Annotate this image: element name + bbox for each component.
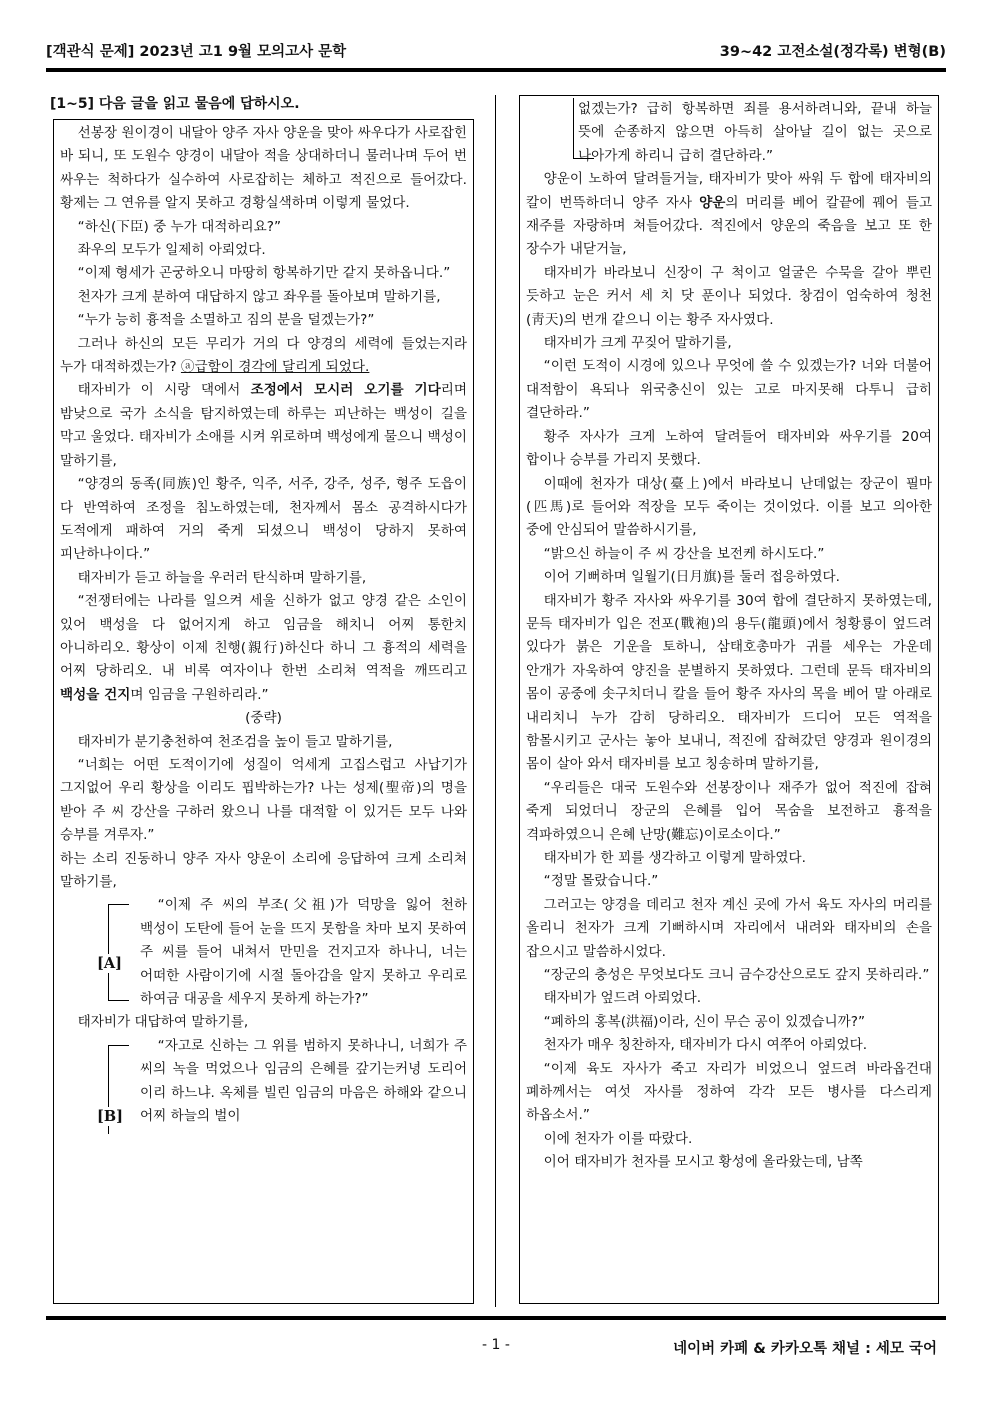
paragraph: “이제 육도 자사가 죽고 자리가 비었으니 엎드려 바라옵건대 폐하께서는 여섯 자사를 정하여 각각 모든 병사를 다스리게 하옵소서.” bbox=[526, 1060, 932, 1124]
paragraph: 황주 자사가 크게 노하여 달려들어 태자비와 싸우기를 20여 합이나 승부를 가리지 못했다. bbox=[526, 428, 932, 469]
paragraph: 하는 소리 진동하니 양주 자사 양운이 소리에 응답하여 크게 소리쳐 말하기를, bbox=[60, 850, 467, 890]
paragraph: 태자비가 한 꾀를 생각하고 이렇게 말하였다. bbox=[543, 850, 806, 866]
header-rule bbox=[46, 68, 946, 72]
text-span: 그러나 하신의 모든 무리가 거의 다 양경의 세력에 들었는지라 누가 대적하겠는가? bbox=[60, 335, 467, 376]
text-span: 의 머리를 베어 칼끝에 꿰어 들고 재주를 자랑하며 쳐들어갔다. 적진에서 양운의 죽음을 보고 또 한 장수가 내닫거늘, bbox=[526, 194, 932, 258]
paragraph: “이런 도적이 시경에 있으나 무엇에 쓸 수 있겠는가? 너와 더불어 대적함이 욕되나 위국충신이 있는 고로 마지못해 다투니 급히 결단하라.” bbox=[526, 358, 932, 422]
paragraph bbox=[60, 590, 467, 707]
page-number: - 1 - bbox=[482, 1337, 510, 1353]
header-exam-title: [객관식 문제] 2023년 고1 9월 모의고사 문학 bbox=[46, 44, 347, 60]
paragraph: “밝으신 하늘이 주 씨 강산을 보전케 하시도다.” bbox=[543, 545, 825, 562]
bracket-label-b: [B] bbox=[97, 1107, 123, 1125]
paragraph: 이어 태자비가 천자를 모시고 황성에 올라왔는데, 남쪽 bbox=[543, 1154, 863, 1171]
bracket-a-text: “이제 주 씨의 부조(父祖)가 덕망을 잃어 천하 백성이 도탄에 들어 눈을 뜨지 못함을 차마 보지 못하여 주 씨를 들어 내쳐서 만민을 건지고자 하나니, 너는 어떠한 사람이기에 시절 돌아감을 알지 못하고 우리로 하여금 대공을 세우지 못하게 하는가?” bbox=[140, 897, 467, 1008]
footer-channel: 네이버 카페 & 카카오톡 채널 : 세모 국어 bbox=[673, 1341, 937, 1357]
paragraph: 선봉장 원이경이 내달아 양주 자사 양운을 맞아 싸우다가 사로잡힌 바 되니, 또 도원수 양경이 내달아 적을 상대하더니 물러나며 두어 번 싸우는 척하다가 실수하여 사로잡히는 체하고 적진으로 들어갔다. 황제는 그 연유를 알지 못하고 경황실색하며 이렇게 물었다. bbox=[60, 125, 467, 212]
passage-right-column bbox=[519, 95, 939, 1304]
text-span: 리며 밤낮으로 국가 소식을 탐지하였는데 하루는 피난하는 백성이 길을 막고 울었다. 태자비가 소애를 시켜 위로하며 백성에게 물으니 백성이 말하기를, bbox=[60, 382, 467, 469]
paragraph: “양경의 동족(同族)인 황주, 익주, 서주, 강주, 성주, 형주 도읍이 다 반역하여 조정을 침노하였는데, 천자께서 몸소 공격하시다가 도적에게 패하여 거의 죽게 되셨으니 백성이 당하지 못하여 피난하나이다.” bbox=[60, 476, 467, 563]
omission-marker: (중략) bbox=[245, 710, 282, 727]
paragraph: “하신(下臣) 중 누가 대적하리요?” bbox=[77, 218, 282, 235]
passage-left-column bbox=[53, 119, 474, 1304]
paragraph: 태자비가 엎드려 아뢰었다. bbox=[543, 990, 702, 1007]
paragraph: 태자비가 바라보니 신장이 구 척이고 얼굴은 수묵을 갈아 뿌린 듯하고 눈은 커서 세 치 닷 푼이나 되었다. 창검이 엄숙하여 청천(靑天)의 번개 같으니 이는 황주 자사였다. bbox=[526, 264, 932, 328]
paragraph: 천자가 크게 분하여 대답하지 않고 좌우를 돌아보며 말하기를, bbox=[77, 288, 441, 305]
paragraph: “장군의 충성은 무엇보다도 크니 금수강산으로도 갚지 못하리라.” bbox=[543, 967, 930, 984]
paragraph: 좌우의 모두가 일제히 아뢰었다. bbox=[77, 242, 266, 259]
paragraph: 천자가 매우 칭찬하자, 태자비가 다시 여쭈어 아뢰었다. bbox=[543, 1037, 868, 1054]
underlined-phrase-a: ⓐ급함이 경각에 달리게 되었다. bbox=[180, 359, 370, 376]
bracket-line bbox=[573, 98, 594, 159]
paragraph: “이제 형세가 곤궁하오니 마땅히 항복하기만 같지 못하옵니다.” bbox=[77, 265, 451, 282]
paragraph: 태자비가 듣고 하늘을 우러러 탄식하며 말하기를, bbox=[77, 569, 367, 586]
column-divider bbox=[495, 95, 496, 1307]
paragraph: “너희는 어떤 도적이기에 성질이 억세게 고집스럽고 사납기가 그지없어 우리 황상을 이리도 핍박하는가? 나는 성제(聖帝)의 명을 받아 주 씨 강산을 구하러 왔으니 나를 대적할 이 있거든 모두 나와 승부를 겨루자.” bbox=[60, 756, 467, 844]
bracket-section-a bbox=[60, 894, 467, 1011]
paragraph: “폐하의 홍복(洪福)이라, 신이 무슨 공이 있겠습니까?” bbox=[543, 1013, 866, 1030]
paragraph bbox=[60, 379, 467, 473]
paragraph: 이어 기뻐하며 일월기(日月旗)를 둘러 접응하였다. bbox=[543, 569, 840, 586]
bracket-line bbox=[108, 904, 129, 1001]
bracket-label-a: [A] bbox=[97, 955, 122, 973]
paragraph bbox=[60, 333, 467, 380]
paragraph: 태자비가 황주 자사와 싸우기를 30여 합에 결단하지 못하였는데, 문득 태자비가 입은 전포(戰袍)의 용두(龍頭)에서 청황룡이 엎드려 있다가 붉은 기운을 토하니, 삼태호총마가 귀를 세우는 가운데 안개가 자욱하여 양진을 분별하지 못하였다. 그런데 문득 태자비의 몸이 공중에 솟구치더니 칼을 들어 황주 자사의 목을 베어 말 아래로 내리치니 누가 감히 당하리오. 태자비가 드디어 모든 역적을 함몰시키고 군사는 놓아 보내니, 적진에 잡혀갔던 양경과 원이경의 몸이 살아 와서 태자비를 보고 칭송하며 말하기를, bbox=[526, 592, 932, 773]
bold-phrase: 조정에서 모시러 오기를 기다 bbox=[250, 382, 441, 399]
text-span: 태자비가 이 시랑 댁에서 bbox=[77, 382, 251, 399]
paragraph: 이때에 천자가 대상(臺上)에서 바라보니 난데없는 장군이 필마(匹馬)로 들어와 적장을 모두 죽이는 것이었다. 이를 보고 의아한 중에 안심되어 말씀하시기를, bbox=[526, 475, 932, 539]
paragraph: “정말 몰랐습니다.” bbox=[543, 873, 659, 890]
question-instruction: [1~5] 다음 글을 읽고 물음에 답하시오. bbox=[50, 96, 300, 112]
bracket-b-text-continued: 없겠는가? 급히 항복하면 죄를 용서하려니와, 끝내 하늘 뜻에 순종하지 않으면 아득히 살아날 길이 없는 곳으로 나아가게 하리니 급히 결단하라.” bbox=[578, 101, 932, 164]
bracket-section-b-continued bbox=[526, 98, 932, 168]
paragraph: 태자비가 대답하여 말하기를, bbox=[77, 1014, 249, 1031]
paragraph: 태자비가 분기충천하여 천조검을 높이 들고 말하기를, bbox=[77, 733, 393, 750]
bracket-section-b bbox=[60, 1035, 467, 1129]
bracket-b-text: “자고로 신하는 그 위를 범하지 못하나니, 너희가 주 씨의 녹을 먹었으나 임금의 은혜를 갚기는커녕 도리어 이리 하느냐. 옥체를 빌린 임금의 마음은 하해와 같으니 어찌 하늘의 벌이 bbox=[140, 1037, 467, 1125]
text-span: 며 임금을 구원하리라.” bbox=[130, 686, 269, 703]
bold-phrase: 백성을 건지 bbox=[60, 686, 131, 703]
text-span: “전쟁터에는 나라를 일으켜 세울 신하가 없고 양경 같은 소인이 있어 백성을 다 없어지게 하고 임금을 해치니 어찌 통한치 아니하리오. 황상이 이제 친행(親行)하신다 하니 그 흉적의 세력을 어찌 당하리오. 내 비록 여자이나 한번 소리쳐 역적을 깨뜨리고 bbox=[60, 593, 467, 680]
paragraph: “우리들은 대국 도원수와 선봉장이나 재주가 없어 적진에 잡혀 죽게 되었더니 장군의 은혜를 입어 목숨을 보전하고 흉적을 격파하였으니 은혜 난망(難忘)이로소이다.” bbox=[526, 779, 932, 843]
text-span: 양운이 노하여 달려들거늘, 태자비가 맞아 싸워 두 합에 태자비의 칼이 번뜩하더니 양주 자사 bbox=[526, 171, 932, 211]
paragraph: 그러고는 양경을 데리고 천자 계신 곳에 가서 육도 자사의 머리를 올리니 천자가 크게 기뻐하시며 자리에서 내려와 태자비의 손을 잡으시고 말씀하시었다. bbox=[526, 896, 932, 960]
header-section-title: 39~42 고전소설(정각록) 변형(B) bbox=[719, 44, 946, 60]
bold-phrase: 양운 bbox=[699, 194, 726, 211]
paragraph bbox=[526, 168, 932, 262]
page-header bbox=[46, 40, 946, 62]
paragraph: “누가 능히 흉적을 소멸하고 짐의 분을 덜겠는가?” bbox=[77, 312, 375, 329]
paragraph: 이에 천자가 이를 따랐다. bbox=[543, 1130, 693, 1147]
paragraph: 태자비가 크게 꾸짖어 말하기를, bbox=[543, 335, 732, 352]
footer-rule bbox=[46, 1316, 946, 1320]
